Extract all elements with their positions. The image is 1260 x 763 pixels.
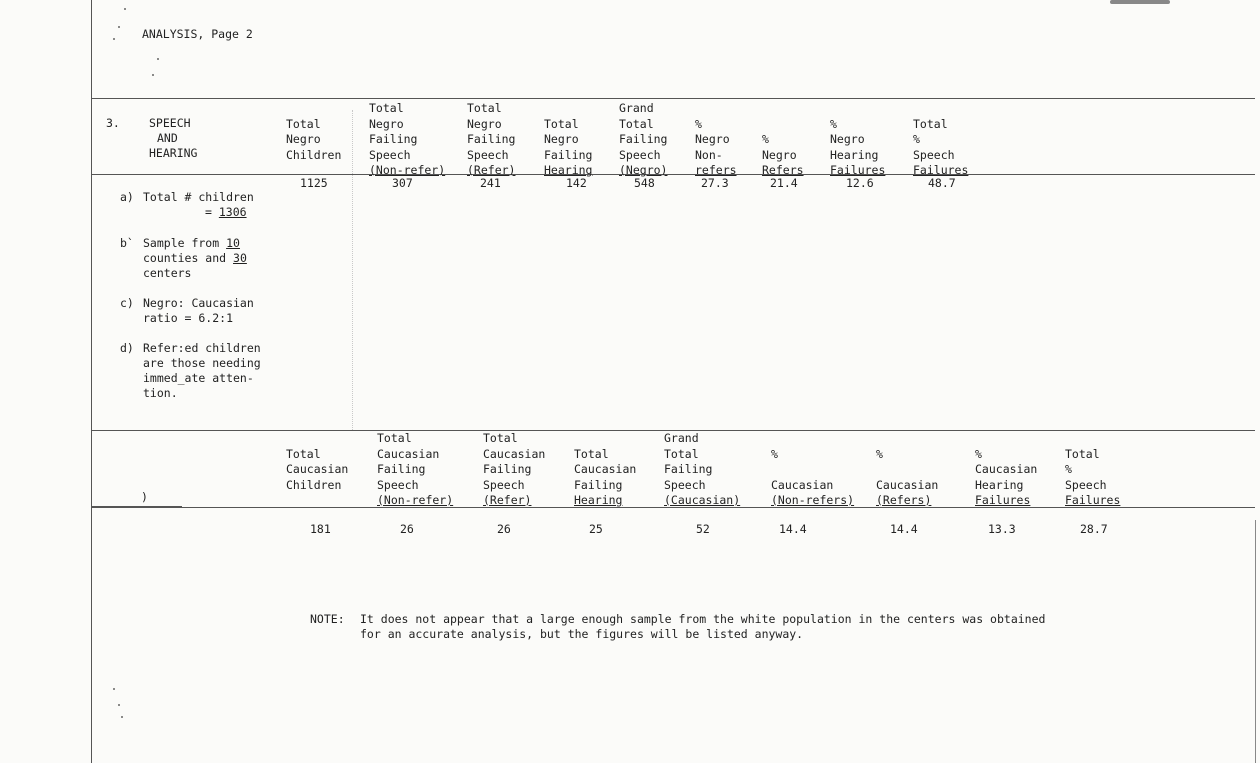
caucasian-table-header-col4-line5: Hearing — [574, 493, 623, 507]
negro-table-value-col8: 12.6 — [846, 176, 874, 190]
caucasian-table-header-col5-line3: Failing — [664, 462, 713, 476]
negro-table-header-col1-line4: Children — [286, 147, 342, 162]
note-c-label: c) — [120, 296, 134, 310]
negro-table-header-col3-line3: Failing — [467, 132, 516, 146]
scan-column-guide — [352, 110, 353, 430]
negro-table-header-col5-line4: Speech — [619, 147, 661, 162]
caucasian-table-header-col3-line2: Caucasian — [483, 446, 546, 461]
note-c-line-2: ratio = 6.2:1 — [143, 311, 234, 325]
negro-table-header-col6-line3: Negro — [695, 132, 730, 146]
negro-table-value-col1: 1125 — [300, 176, 328, 190]
caucasian-table-header-col2-line4: Speech — [377, 477, 419, 492]
negro-table-value-col3: 241 — [480, 176, 501, 190]
negro-table-header-col3-line2: Negro — [467, 116, 502, 131]
caucasian-table-header-col2-line5: (Non-refer) — [377, 493, 454, 507]
caucasian-table-header-col6-line4: Caucasian — [771, 477, 834, 492]
caucasian-table-header-col6-line2: % — [771, 446, 778, 461]
negro-table-header-col5-line5: (Negro) — [619, 163, 668, 177]
negro-table-value-col5: 548 — [634, 176, 655, 190]
caucasian-table-header-col3-line4: Speech — [483, 477, 525, 492]
caucasian-marker: ) — [141, 490, 148, 504]
caucasian-table-header-col4-line4: Failing — [574, 477, 623, 492]
caucasian-table-header-col5-line4: Speech — [664, 477, 706, 492]
caucasian-table-header-col7-line5: (Refers) — [876, 493, 932, 507]
note-d-line-2: are those needing — [143, 356, 261, 370]
scan-smudge — [1110, 0, 1170, 4]
note-a-value: 1306 — [218, 205, 247, 219]
caucasian-table-header-col8-line3: Caucasian — [975, 462, 1038, 476]
caucasian-table-value-col9: 28.7 — [1080, 522, 1108, 536]
note-b-line-2: counties and 30 — [143, 251, 247, 265]
caucasian-table-value-col5: 52 — [696, 522, 710, 536]
caucasian-table-header-col9-line3: % — [1065, 462, 1072, 476]
negro-table-value-col4: 142 — [566, 176, 587, 190]
negro-table-header-col8-line5: Failures — [830, 163, 886, 177]
negro-table-header-col2-line5: (Non-refer) — [369, 163, 446, 177]
scan-speck — [113, 688, 115, 690]
note-a-line-2: = 1306 — [205, 205, 247, 219]
negro-table-header-col9-line4: Speech — [913, 147, 955, 162]
negro-table-value-col7: 21.4 — [770, 176, 798, 190]
negro-table-header-col1-line2: Total — [286, 116, 321, 131]
note-b-centers: 30 — [233, 251, 247, 265]
note-b-line-1: Sample from 10 — [143, 236, 240, 250]
caucasian-table-header-col8-line4: Hearing — [975, 477, 1024, 492]
negro-table-header-col3-line1: Total — [467, 101, 502, 115]
caucasian-table-value-col1: 181 — [310, 522, 331, 536]
caucasian-table-value-col3: 26 — [497, 522, 511, 536]
section-title-line-2: AND — [157, 131, 178, 145]
page-left-edge — [91, 0, 92, 763]
note-c-line-1: Negro: Caucasian — [143, 296, 254, 310]
caucasian-table-header-col6-line5: (Non-refers) — [771, 493, 855, 507]
caucasian-table-header-col3-line5: (Refer) — [483, 493, 532, 507]
caucasian-table-header-col2-line3: Failing — [377, 462, 426, 476]
negro-table-header-col8-line4: Hearing — [830, 147, 879, 162]
caucasian-table-header-col1-line2: Total — [286, 446, 321, 461]
caucasian-table-header-col2-line1: Total — [377, 431, 412, 445]
negro-table-header-col4-line4: Failing — [544, 147, 593, 162]
section-title-line-1: SPEECH — [149, 116, 191, 130]
note-d-line-4: tion. — [143, 386, 178, 400]
negro-table-value-col9: 48.7 — [928, 176, 956, 190]
negro-table-header-col2-line2: Negro — [369, 116, 404, 131]
negro-table-header-col5-line2: Total — [619, 116, 654, 131]
negro-table-header-col4-line2: Total — [544, 116, 579, 131]
caucasian-table-header-col9-line2: Total — [1065, 446, 1100, 461]
caucasian-table-header-col5-line5: (Caucasian) — [664, 493, 741, 507]
negro-table-header-col3-line5: (Refer) — [467, 163, 516, 177]
negro-table-header-col8-line3: Negro — [830, 132, 865, 146]
caucasian-table-value-col8: 13.3 — [988, 522, 1016, 536]
caucasian-table-value-col4: 25 — [589, 522, 603, 536]
caucasian-table-header-col4-line3: Caucasian — [574, 462, 637, 476]
negro-table-header-col1-line3: Negro — [286, 132, 321, 146]
caucasian-table-value-col7: 14.4 — [890, 522, 918, 536]
note-d-line-1: Refer:ed children — [143, 341, 261, 355]
caucasian-table-header-col9-line4: Speech — [1065, 477, 1107, 492]
negro-table-header-col2-line4: Speech — [369, 147, 411, 162]
negro-table-header-col4-line5: Hearing — [544, 163, 593, 177]
section-title-line-3: HEARING — [149, 146, 198, 160]
negro-table-header-col9-line3: % — [913, 132, 920, 146]
note-d-line-3: immed_ate atten- — [143, 371, 254, 385]
negro-table-header-col4-line3: Negro — [544, 132, 579, 146]
note-b-line-3: centers — [143, 266, 192, 280]
section-number: 3. — [106, 116, 120, 130]
negro-table-header-col6-line2: % — [695, 116, 702, 131]
page-header: ANALYSIS, Page 2 — [142, 27, 253, 41]
note-b-label: b` — [120, 236, 134, 250]
rule-under-negro-headers — [91, 174, 1255, 175]
negro-table-header-col3-line4: Speech — [467, 147, 509, 162]
caucasian-table-value-col2: 26 — [400, 522, 414, 536]
caucasian-table-header-col5-line2: Total — [664, 446, 699, 461]
footer-note-label: NOTE: — [310, 612, 345, 626]
negro-table-header-col7-line5: Refers — [762, 163, 804, 177]
caucasian-table-header-col5-line1: Grand — [664, 431, 699, 445]
caucasian-table-header-col8-line5: Failures — [975, 493, 1031, 507]
caucasian-table-value-col6: 14.4 — [779, 522, 807, 536]
caucasian-table-header-col1-line3: Caucasian — [286, 462, 349, 476]
caucasian-table-header-col1-line4: Children — [286, 477, 342, 492]
negro-table-header-col6-line5: refers — [695, 163, 737, 177]
negro-table-header-col2-line1: Total — [369, 101, 404, 115]
negro-table-value-col6: 27.3 — [701, 176, 729, 190]
negro-table-header-col8-line2: % — [830, 116, 837, 131]
caucasian-table-header-col3-line3: Failing — [483, 462, 532, 476]
negro-table-header-col2-line3: Failing — [369, 132, 418, 146]
caucasian-table-header-col7-line2: % — [876, 446, 883, 461]
scan-speck — [113, 38, 115, 40]
caucasian-table-header-col7-line4: Caucasian — [876, 477, 939, 492]
scan-speck — [152, 74, 154, 76]
caucasian-marker-rule — [92, 506, 182, 507]
footer-note-line-1: It does not appear that a large enough sample from the white population in the centers was obtained — [360, 612, 1046, 626]
caucasian-table-header-col3-line1: Total — [483, 431, 518, 445]
footer-note-line-2: for an accurate analysis, but the figures will be listed anyway. — [360, 627, 804, 641]
negro-table-header-col9-line5: Failures — [913, 163, 969, 177]
caucasian-table-header-col8-line2: % — [975, 446, 982, 461]
scan-speck — [157, 58, 159, 60]
note-d-label: d) — [120, 341, 134, 355]
page-right-edge — [1255, 520, 1256, 763]
scan-speck — [124, 8, 126, 10]
scan-speck — [118, 704, 120, 706]
note-b-counties: 10 — [226, 236, 240, 250]
scan-speck — [118, 26, 120, 28]
negro-table-header-col5-line1: Grand — [619, 101, 654, 115]
negro-table-header-col9-line2: Total — [913, 116, 948, 131]
note-a-label: a) — [120, 190, 134, 204]
note-a-line-1: Total # children — [143, 190, 254, 204]
caucasian-table-header-col9-line5: Failures — [1065, 493, 1121, 507]
caucasian-table-header-col2-line2: Caucasian — [377, 446, 440, 461]
scan-speck — [121, 716, 123, 718]
negro-table-value-col2: 307 — [392, 176, 413, 190]
caucasian-table-header-col4-line2: Total — [574, 446, 609, 461]
negro-table-header-col7-line3: % — [762, 132, 769, 146]
negro-table-header-col7-line4: Negro — [762, 147, 797, 162]
negro-table-header-col5-line3: Failing — [619, 132, 668, 146]
rule-top — [91, 98, 1255, 99]
negro-table-header-col6-line4: Non- — [695, 147, 723, 162]
